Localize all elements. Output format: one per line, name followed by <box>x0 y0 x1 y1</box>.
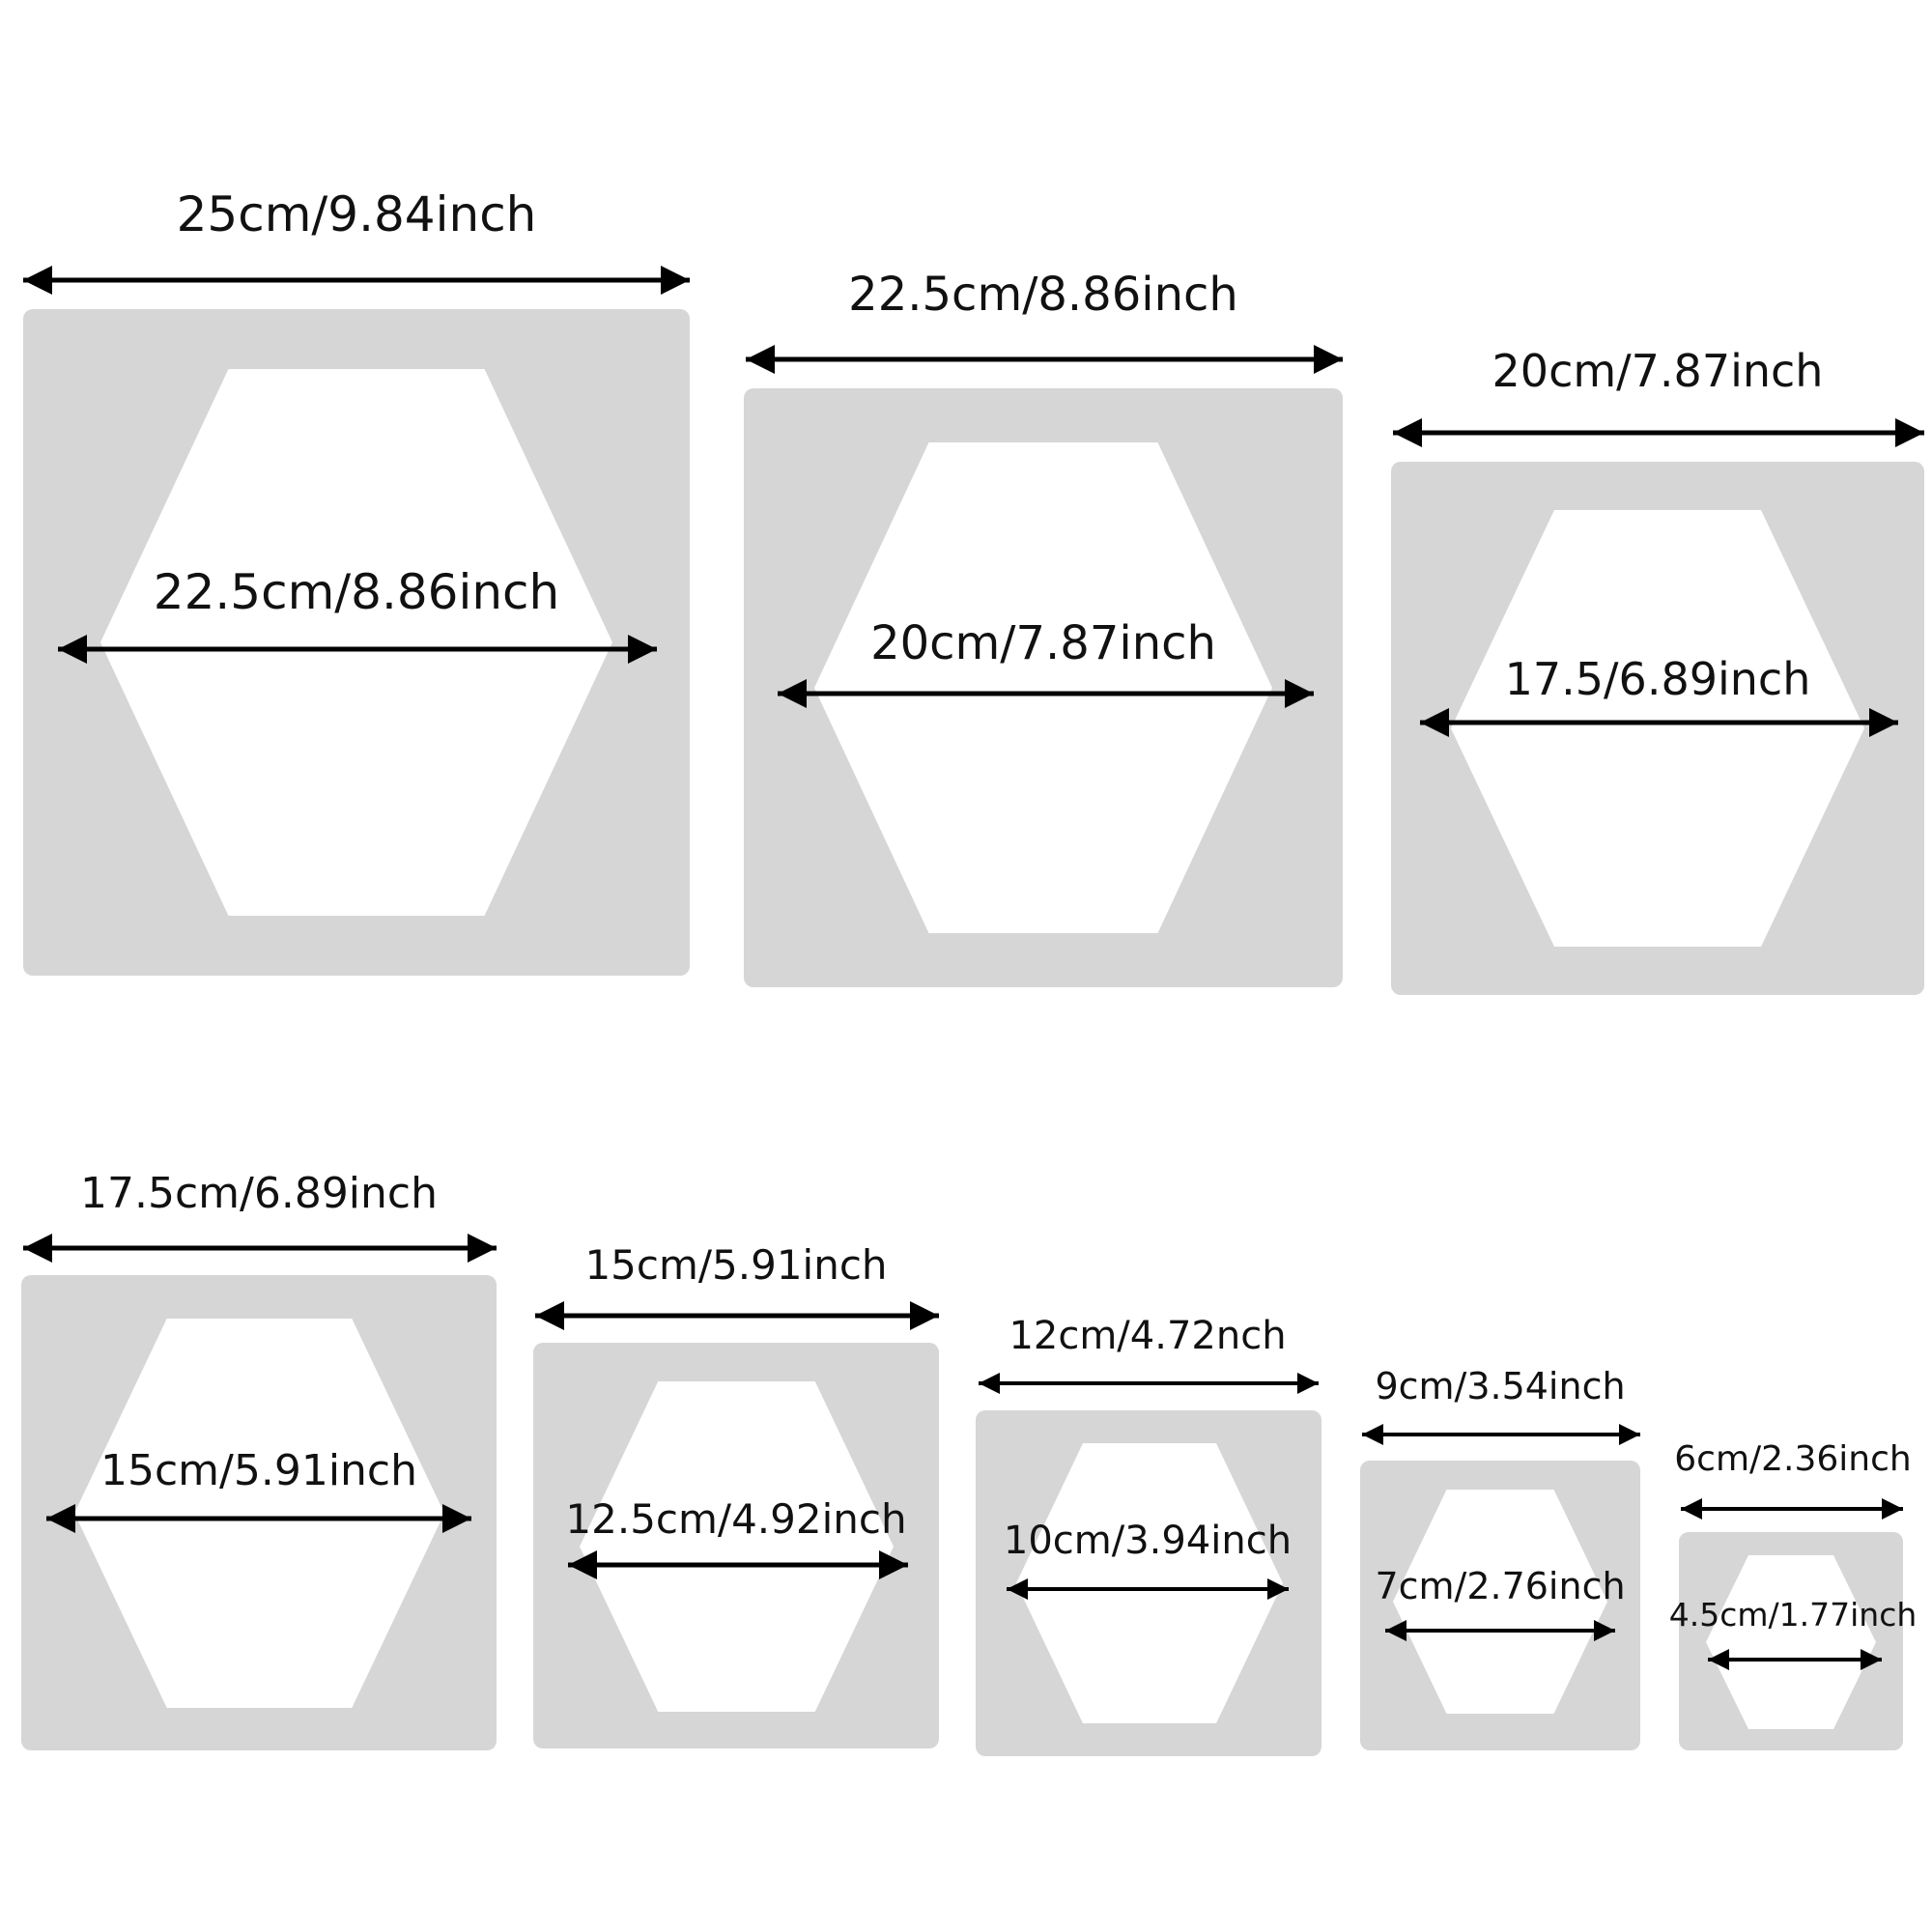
arrow-line <box>46 1517 471 1521</box>
arrow-line <box>1681 1507 1903 1511</box>
arrow-head-right-icon <box>1267 1578 1289 1600</box>
arrow-head-left-icon <box>979 1373 1000 1394</box>
arrow-head-left-icon <box>1362 1424 1383 1445</box>
arrow-head-right-icon <box>1619 1424 1640 1445</box>
template-5-outer-label: 15cm/5.91inch <box>584 1241 888 1289</box>
arrow-head-right-icon <box>879 1550 908 1579</box>
arrow-line <box>23 1246 497 1251</box>
arrow-line <box>535 1314 939 1319</box>
arrow-head-left-icon <box>23 266 52 295</box>
arrow-head-right-icon <box>628 635 657 664</box>
arrow-line <box>1708 1658 1882 1662</box>
template-5-inner-label: 12.5cm/4.92inch <box>565 1495 907 1543</box>
template-4-inner-label: 15cm/5.91inch <box>99 1446 418 1495</box>
template-8-inner-label: 4.5cm/1.77inch <box>1668 1596 1918 1634</box>
arrow-line <box>746 357 1343 362</box>
arrow-head-left-icon <box>1420 708 1449 737</box>
template-3-inner-label: 17.5/6.89inch <box>1504 653 1811 705</box>
arrow-head-left-icon <box>1007 1578 1028 1600</box>
arrow-line <box>1385 1629 1615 1633</box>
template-1-outer-label: 25cm/9.84inch <box>176 186 537 242</box>
arrow-head-left-icon <box>1708 1649 1729 1670</box>
arrow-head-right-icon <box>1861 1649 1882 1670</box>
arrow-line <box>1007 1587 1289 1591</box>
template-3 <box>1391 462 1924 995</box>
template-6-inner-label: 10cm/3.94inch <box>1003 1519 1293 1563</box>
arrow-head-left-icon <box>46 1504 75 1533</box>
template-2 <box>744 388 1343 987</box>
arrow-head-left-icon <box>746 345 775 374</box>
arrow-head-right-icon <box>910 1301 939 1330</box>
arrow-head-right-icon <box>661 266 690 295</box>
template-7-inner-label: 7cm/2.76inch <box>1375 1565 1626 1607</box>
arrow-head-right-icon <box>1594 1620 1615 1641</box>
template-8-outer-label: 6cm/2.36inch <box>1674 1439 1912 1479</box>
template-2-outer-label: 22.5cm/8.86inch <box>848 268 1238 322</box>
arrow-head-right-icon <box>1882 1498 1903 1520</box>
template-3-outer-label: 20cm/7.87inch <box>1492 345 1824 397</box>
arrow-line <box>778 692 1314 696</box>
arrow-head-right-icon <box>1297 1373 1319 1394</box>
arrow-head-left-icon <box>568 1550 597 1579</box>
arrow-head-left-icon <box>58 635 87 664</box>
arrow-head-right-icon <box>468 1234 497 1263</box>
arrow-head-left-icon <box>535 1301 564 1330</box>
arrow-head-left-icon <box>23 1234 52 1263</box>
arrow-line <box>23 278 690 283</box>
arrow-head-right-icon <box>1895 418 1924 447</box>
template-7-outer-label: 9cm/3.54inch <box>1375 1365 1626 1407</box>
arrow-line <box>58 647 657 652</box>
template-1 <box>23 309 690 976</box>
template-5 <box>533 1343 939 1748</box>
template-2-inner-label: 20cm/7.87inch <box>870 616 1216 670</box>
arrow-head-left-icon <box>1681 1498 1702 1520</box>
template-6-outer-label: 12cm/4.72nch <box>1009 1314 1287 1358</box>
template-1-inner-label: 22.5cm/8.86inch <box>153 564 560 620</box>
arrow-head-right-icon <box>442 1504 471 1533</box>
arrow-line <box>979 1381 1319 1385</box>
arrow-head-right-icon <box>1869 708 1898 737</box>
arrow-head-left-icon <box>778 679 807 708</box>
arrow-line <box>1420 721 1898 725</box>
template-8 <box>1679 1532 1903 1750</box>
arrow-line <box>1362 1433 1640 1436</box>
template-4 <box>21 1275 497 1750</box>
template-4-outer-label: 17.5cm/6.89inch <box>79 1169 439 1218</box>
arrow-head-left-icon <box>1385 1620 1406 1641</box>
arrow-line <box>1393 431 1924 436</box>
arrow-head-left-icon <box>1393 418 1422 447</box>
arrow-head-right-icon <box>1285 679 1314 708</box>
arrow-line <box>568 1563 908 1568</box>
arrow-head-right-icon <box>1314 345 1343 374</box>
